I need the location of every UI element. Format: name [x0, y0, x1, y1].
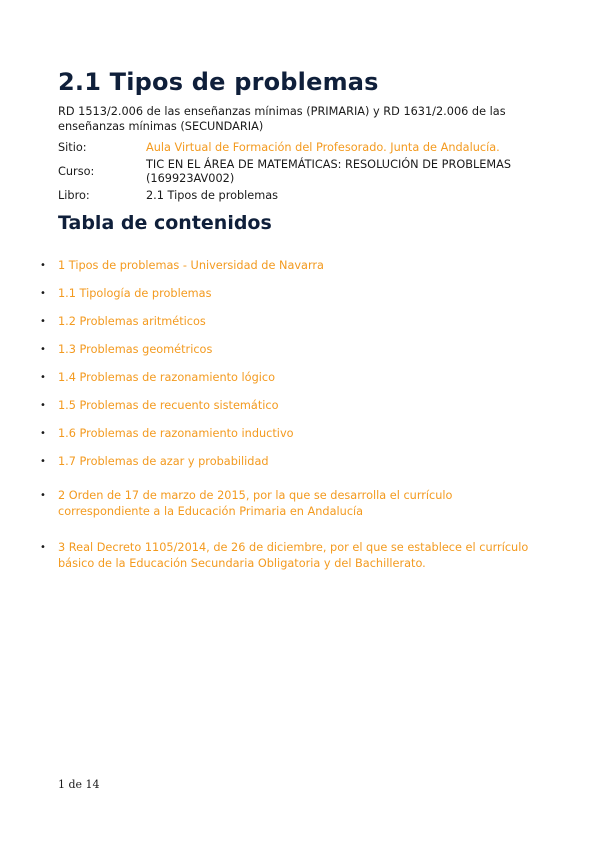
- bullet-icon: •: [40, 542, 46, 553]
- meta-row-site: [58, 141, 548, 155]
- meta-row-book: [58, 189, 548, 203]
- bullet-icon: •: [40, 456, 46, 467]
- toc-item-1-1[interactable]: [40, 286, 540, 314]
- bullet-icon: •: [40, 344, 46, 355]
- course-label: Curso:: [58, 165, 95, 178]
- toc-link[interactable]: 1.1 Tipología de problemas: [58, 287, 212, 300]
- meta-row-course: [58, 158, 548, 186]
- bullet-icon: •: [40, 400, 46, 411]
- toc-item-1-6[interactable]: [40, 426, 540, 454]
- bullet-icon: •: [40, 288, 46, 299]
- bullet-icon: •: [40, 372, 46, 383]
- toc-heading: Tabla de contenidos: [58, 212, 272, 234]
- bullet-icon: •: [40, 316, 46, 327]
- page-title: 2.1 Tipos de problemas: [58, 68, 379, 96]
- site-label: Sitio:: [58, 141, 87, 154]
- toc-item-1-3[interactable]: [40, 342, 540, 370]
- page-number: 1 de 14: [58, 778, 100, 791]
- table-of-contents: [40, 258, 540, 580]
- toc-link[interactable]: 1.5 Problemas de recuento sistemático: [58, 399, 279, 412]
- toc-item-1-7[interactable]: [40, 454, 540, 482]
- book-metadata: [58, 141, 548, 206]
- toc-link[interactable]: 1 Tipos de problemas - Universidad de Navarra: [58, 259, 324, 272]
- toc-link[interactable]: 1.7 Problemas de azar y probabilidad: [58, 455, 269, 468]
- course-value: TIC EN EL ÁREA DE MATEMÁTICAS: RESOLUCIÓN DE PROBLEMAS (169923AV002): [146, 158, 512, 185]
- bullet-icon: •: [40, 260, 46, 271]
- toc-link[interactable]: 1.4 Problemas de razonamiento lógico: [58, 371, 276, 384]
- site-link[interactable]: Aula Virtual de Formación del Profesorado. Junta de Andalucía.: [146, 141, 500, 154]
- toc-link[interactable]: 3 Real Decreto 1105/2014, de 26 de diciembre, por el que se establece el currículo básico de la Educación Secundaria Obligatoria y del Bachillerato.: [58, 541, 529, 570]
- bullet-icon: •: [40, 490, 46, 501]
- toc-item-1-2[interactable]: [40, 314, 540, 342]
- toc-link[interactable]: 1.2 Problemas aritméticos: [58, 315, 206, 328]
- bullet-icon: •: [40, 428, 46, 439]
- toc-item-1[interactable]: [40, 258, 540, 286]
- toc-item-1-4[interactable]: [40, 370, 540, 398]
- book-value: 2.1 Tipos de problemas: [146, 189, 279, 202]
- toc-item-1-5[interactable]: [40, 398, 540, 426]
- toc-link[interactable]: 1.6 Problemas de razonamiento inductivo: [58, 427, 294, 440]
- toc-item-2[interactable]: [40, 488, 540, 534]
- toc-item-3[interactable]: [40, 540, 540, 580]
- toc-link[interactable]: 1.3 Problemas geométricos: [58, 343, 213, 356]
- page-subtitle: RD 1513/2.006 de las enseñanzas mínimas (PRIMARIA) y RD 1631/2.006 de las enseñanzas mínimas (SECUNDARIA): [58, 105, 506, 133]
- book-label: Libro:: [58, 189, 90, 202]
- toc-link[interactable]: 2 Orden de 17 de marzo de 2015, por la que se desarrolla el currículo correspondiente a la Educación Primaria en Andalucía: [58, 489, 453, 518]
